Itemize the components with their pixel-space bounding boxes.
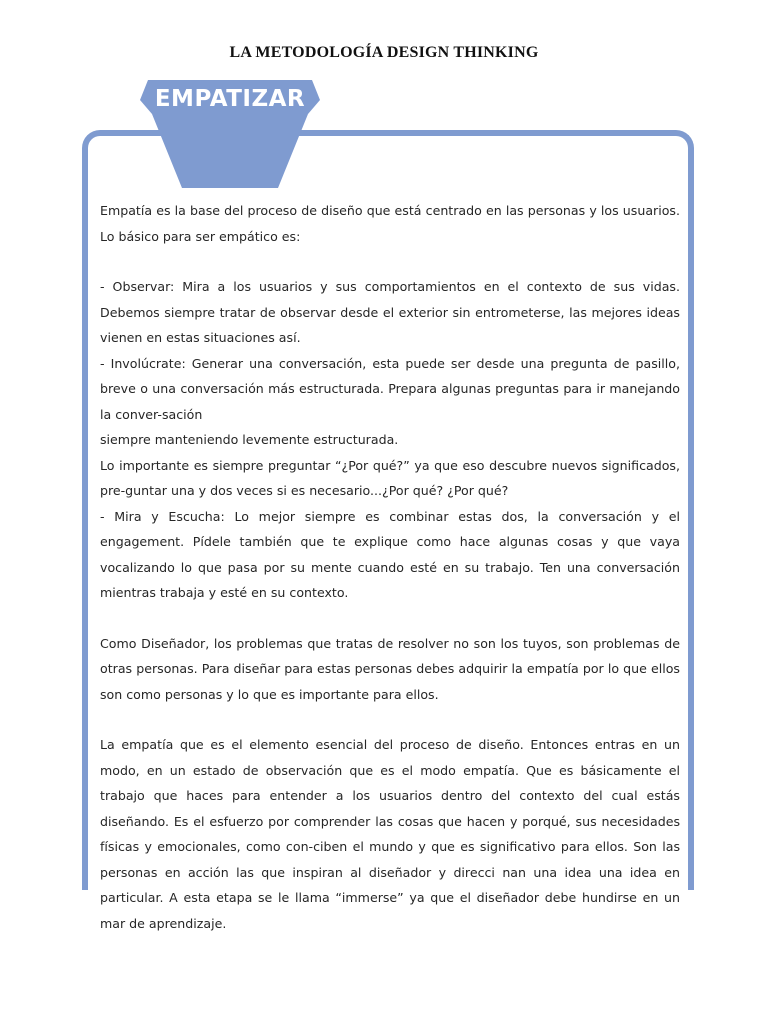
section-body [100, 198, 680, 936]
paragraph-intro: Empatía es la base del proceso de diseño que está centrado en las personas y los usuarios. Lo básico para ser empático es: [100, 203, 680, 244]
paragraph-mira-escucha: - Mira y Escucha: Lo mejor siempre es combinar estas dos, la conversación y el engagement. Pídele también que te explique como hace algunas cosas y que vaya vocalizando lo que pasa por su mente cuando esté en su trabajo. Ten una conversación mientras trabaja y esté en su contexto. [100, 508, 680, 600]
section-tab-label: EMPATIZAR [154, 86, 306, 112]
spacer [100, 606, 680, 631]
section-tab [140, 80, 320, 188]
paragraph-estructurada: siempre manteniendo levemente estructurada. [100, 432, 399, 447]
spacer [100, 707, 680, 732]
paragraph-por-que: Lo importante es siempre preguntar “¿Por qué?” ya que eso descubre nuevos significados, pre-guntar una y dos veces si es necesario...¿Por qué? ¿Por qué? [100, 457, 680, 498]
spacer [100, 249, 680, 274]
paragraph-disenador: Como Diseñador, los problemas que tratas de resolver no son los tuyos, son problemas de otras personas. Para diseñar para estas personas debes adquirir la empatía por lo que ellos son como personas y lo que es importante para ellos. [100, 635, 680, 702]
paragraph-empatia: La empatía que es el elemento esencial del proceso de diseño. Entonces entras en un modo, en un estado de observación que es el modo empatía. Que es básicamente el trabajo que haces para entender a los usuarios dentro del contexto del cual estás diseñando. Es el esfuerzo por comprender las cosas que hacen y porqué, sus necesidades físicas y emocionales, como con-ciben el mundo y que es significativo para ellos. Son las personas en acción las que inspiran al diseñador y direcci nan una idea una idea en particular. A esta etapa se le llama “immerse” ya que el diseñador debe hundirse en un mar de aprendizaje. [100, 737, 680, 931]
document-title: LA METODOLOGÍA DESIGN THINKING [229, 44, 539, 61]
paragraph-observar: - Observar: Mira a los usuarios y sus comportamientos en el contexto de sus vidas. Debemos siempre tratar de observar desde el exterior sin entrometerse, las mejores ideas vienen en estas situaciones así. [100, 279, 680, 345]
paragraph-involucrate: - Involúcrate: Generar una conversación, esta puede ser desde una pregunta de pasillo, breve o una conversación más estructurada. Prepara algunas preguntas para ir manejando la conver-sación [100, 355, 680, 422]
